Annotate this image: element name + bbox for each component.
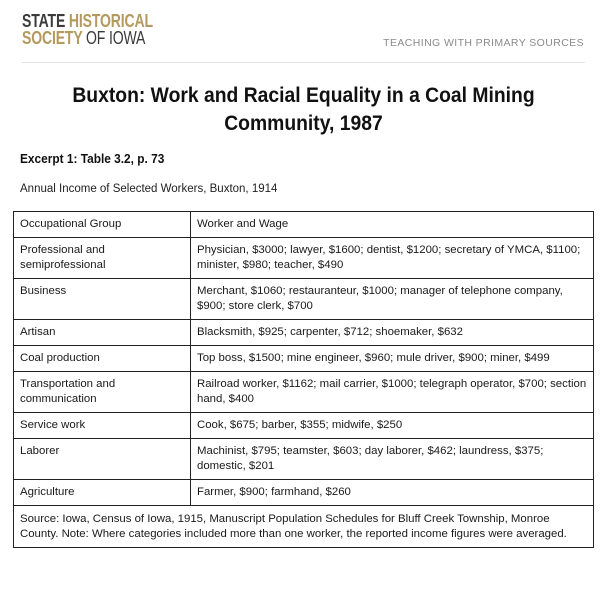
occupational-group-cell: Service work: [14, 413, 191, 439]
header-divider: [22, 62, 585, 63]
document-title-line1: Buxton: Work and Racial Equality in a Coal Mining: [72, 84, 535, 107]
table-row: [14, 346, 594, 372]
occupational-group-cell: Agriculture: [14, 480, 191, 506]
column-header-occupational-group: Occupational Group: [14, 212, 191, 238]
occupational-group-cell: Professional and semiprofessional: [14, 238, 191, 279]
document-title: [0, 82, 607, 138]
worker-wage-cell: Blacksmith, $925; carpenter, $712; shoemaker, $632: [191, 320, 594, 346]
occupational-group-cell: Coal production: [14, 346, 191, 372]
occupational-group-cell: Artisan: [14, 320, 191, 346]
table-row: [14, 279, 594, 320]
state-historical-society-logo: [22, 13, 190, 47]
table-row: [14, 238, 594, 279]
table-row: [14, 372, 594, 413]
logo-word-state: STATE: [22, 11, 66, 31]
occupational-group-cell: Laborer: [14, 439, 191, 480]
document-title-line2: Community, 1987: [224, 112, 383, 135]
header-tagline: TEACHING WITH PRIMARY SOURCES: [383, 37, 584, 49]
worker-wage-cell: Machinist, $795; teamster, $603; day laborer, $462; laundress, $375; domestic, $201: [191, 439, 594, 480]
income-table-body: [14, 212, 594, 548]
occupational-group-cell: Transportation and communication: [14, 372, 191, 413]
worker-wage-cell: Cook, $675; barber, $355; midwife, $250: [191, 413, 594, 439]
worker-wage-cell: Top boss, $1500; mine engineer, $960; mule driver, $900; miner, $499: [191, 346, 594, 372]
column-header-worker-and-wage: Worker and Wage: [191, 212, 594, 238]
logo-word-society: SOCIETY: [22, 28, 83, 48]
page-header: [0, 0, 607, 60]
worker-wage-cell: Merchant, $1060; restauranteur, $1000; manager of telephone company, $900; store clerk, $700: [191, 279, 594, 320]
excerpt-label: Excerpt 1: Table 3.2, p. 73: [20, 152, 165, 166]
worker-wage-cell: Railroad worker, $1162; mail carrier, $1000; telegraph operator, $700; section hand, $400: [191, 372, 594, 413]
table-source-row: [14, 506, 594, 548]
table-row: [14, 320, 594, 346]
table-header-row: [14, 212, 594, 238]
table-caption: Annual Income of Selected Workers, Buxton, 1914: [20, 183, 278, 195]
income-table: [13, 211, 594, 548]
worker-wage-cell: Physician, $3000; lawyer, $1600; dentist, $1200; secretary of YMCA, $1100; minister, $980; teacher, $490: [191, 238, 594, 279]
table-row: [14, 480, 594, 506]
logo-word-of-iowa: OF IOWA: [86, 28, 146, 48]
occupational-group-cell: Business: [14, 279, 191, 320]
logo-word-historical: HISTORICAL: [68, 11, 153, 31]
table-row: [14, 439, 594, 480]
worker-wage-cell: Farmer, $900; farmhand, $260: [191, 480, 594, 506]
table-row: [14, 413, 594, 439]
source-note: Source: Iowa, Census of Iowa, 1915, Manuscript Population Schedules for Bluff Creek Township, Monroe County. Note: Where categories included more than one worker, the reported income figures were averaged.: [14, 506, 594, 548]
